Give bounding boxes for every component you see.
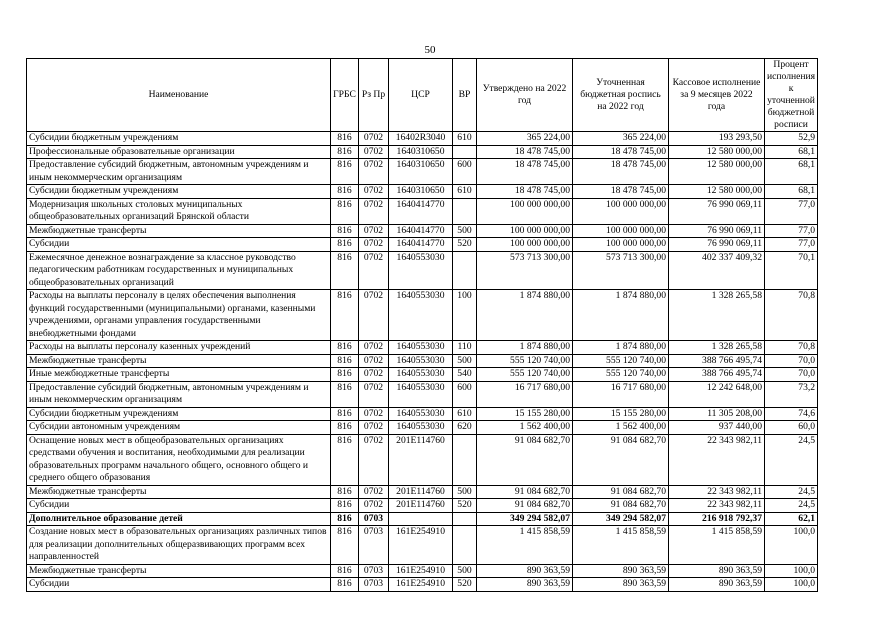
cell-rzpr: 0702	[359, 145, 389, 159]
cell-name: Модернизация школьных столовых муниципальных общеобразовательных организаций Брянской области	[27, 198, 331, 224]
cell-grbs: 816	[331, 499, 359, 513]
cell-name: Субсидии бюджетным учреждениям	[27, 132, 331, 146]
cell-approved: 18 478 745,00	[477, 159, 573, 185]
table-row	[27, 251, 818, 290]
cell-cash: 937 440,00	[669, 421, 765, 435]
cell-csr: 1640310650	[389, 159, 453, 185]
cell-csr: 16402R3040	[389, 132, 453, 146]
table-row	[27, 198, 818, 224]
cell-grbs: 816	[331, 578, 359, 592]
cell-rzpr: 0702	[359, 185, 389, 199]
cell-csr: 1640553030	[389, 368, 453, 382]
cell-percent: 77,0	[765, 238, 818, 252]
cell-name: Межбюджетные трансферты	[27, 485, 331, 499]
cell-csr: 1640553030	[389, 290, 453, 341]
cell-vr	[453, 198, 477, 224]
table-row	[27, 434, 818, 485]
cell-percent: 68,1	[765, 159, 818, 185]
cell-percent: 70,1	[765, 251, 818, 290]
cell-csr: 1640553030	[389, 251, 453, 290]
cell-name: Субсидии	[27, 499, 331, 513]
table-row	[27, 159, 818, 185]
cell-grbs: 816	[331, 185, 359, 199]
cell-rzpr: 0702	[359, 421, 389, 435]
cell-vr: 520	[453, 238, 477, 252]
cell-name: Расходы на выплаты персоналу в целях обеспечения выполнения функций государственными (муниципальными) органами, казенными учреждениями, органами управления государственными внебюджетными фондами	[27, 290, 331, 341]
cell-name: Межбюджетные трансферты	[27, 354, 331, 368]
cell-cash: 216 918 792,37	[669, 512, 765, 526]
cell-approved: 365 224,00	[477, 132, 573, 146]
cell-refined: 1 874 880,00	[573, 341, 669, 355]
cell-name: Расходы на выплаты персоналу казенных учреждений	[27, 341, 331, 355]
cell-refined: 100 000 000,00	[573, 224, 669, 238]
cell-approved: 15 155 280,00	[477, 407, 573, 421]
cell-approved: 1 562 400,00	[477, 421, 573, 435]
cell-vr	[453, 512, 477, 526]
cell-vr: 600	[453, 381, 477, 407]
cell-grbs: 816	[331, 512, 359, 526]
col-header-rzpr: Рз Пр	[359, 59, 389, 132]
cell-refined: 890 363,59	[573, 578, 669, 592]
cell-rzpr: 0702	[359, 159, 389, 185]
cell-cash: 1 415 858,59	[669, 526, 765, 565]
cell-csr: 1640553030	[389, 354, 453, 368]
cell-percent: 100,0	[765, 564, 818, 578]
cell-vr: 500	[453, 224, 477, 238]
cell-refined: 18 478 745,00	[573, 159, 669, 185]
cell-grbs: 816	[331, 368, 359, 382]
cell-cash: 12 580 000,00	[669, 185, 765, 199]
cell-percent: 24,5	[765, 499, 818, 513]
cell-cash: 11 305 208,00	[669, 407, 765, 421]
cell-grbs: 816	[331, 145, 359, 159]
cell-approved: 890 363,59	[477, 578, 573, 592]
cell-refined: 100 000 000,00	[573, 198, 669, 224]
cell-approved: 555 120 740,00	[477, 368, 573, 382]
cell-csr: 1640553030	[389, 407, 453, 421]
table-body	[27, 132, 818, 592]
cell-percent: 68,1	[765, 185, 818, 199]
cell-approved: 1 874 880,00	[477, 290, 573, 341]
cell-grbs: 816	[331, 354, 359, 368]
cell-name: Предоставление субсидий бюджетным, автономным учреждениям и иным некоммерческим организациям	[27, 159, 331, 185]
cell-cash: 22 343 982,11	[669, 485, 765, 499]
cell-grbs: 816	[331, 564, 359, 578]
cell-vr: 110	[453, 341, 477, 355]
table-row	[27, 485, 818, 499]
cell-rzpr: 0702	[359, 251, 389, 290]
cell-name: Оснащение новых мест в общеобразовательных организациях средствами обучения и воспитания, необходимыми для реализации образовательных программ начального общего, основного общего и среднего общего образования	[27, 434, 331, 485]
cell-approved: 1 415 858,59	[477, 526, 573, 565]
cell-percent: 73,2	[765, 381, 818, 407]
cell-csr: 1640553030	[389, 381, 453, 407]
table-row	[27, 185, 818, 199]
cell-approved: 16 717 680,00	[477, 381, 573, 407]
cell-approved: 91 084 682,70	[477, 499, 573, 513]
cell-approved: 18 478 745,00	[477, 145, 573, 159]
table-row	[27, 290, 818, 341]
cell-percent: 74,6	[765, 407, 818, 421]
table-row	[27, 381, 818, 407]
cell-rzpr: 0702	[359, 381, 389, 407]
table-row	[27, 368, 818, 382]
cell-grbs: 816	[331, 132, 359, 146]
cell-vr: 500	[453, 354, 477, 368]
cell-percent: 24,5	[765, 434, 818, 485]
cell-name: Ежемесячное денежное вознаграждение за классное руководство педагогическим работникам государственных и муниципальных общеобразовательных организаций	[27, 251, 331, 290]
cell-cash: 1 328 265,58	[669, 290, 765, 341]
col-header-approved: Утверждено на 2022 год	[477, 59, 573, 132]
cell-percent: 100,0	[765, 578, 818, 592]
table-row	[27, 564, 818, 578]
table-row	[27, 421, 818, 435]
cell-rzpr: 0702	[359, 290, 389, 341]
table-row	[27, 354, 818, 368]
cell-approved: 349 294 582,07	[477, 512, 573, 526]
cell-percent: 60,0	[765, 421, 818, 435]
cell-vr: 610	[453, 185, 477, 199]
cell-cash: 76 990 069,11	[669, 198, 765, 224]
cell-refined: 1 874 880,00	[573, 290, 669, 341]
cell-name: Профессиональные образовательные организации	[27, 145, 331, 159]
cell-csr: 1640553030	[389, 421, 453, 435]
cell-name: Предоставление субсидий бюджетным, автономным учреждениям и иным некоммерческим организациям	[27, 381, 331, 407]
budget-table	[26, 58, 818, 592]
cell-refined: 890 363,59	[573, 564, 669, 578]
col-header-vr: ВР	[453, 59, 477, 132]
cell-refined: 18 478 745,00	[573, 185, 669, 199]
cell-rzpr: 0702	[359, 354, 389, 368]
cell-csr: 1640310650	[389, 185, 453, 199]
cell-rzpr: 0702	[359, 434, 389, 485]
cell-refined: 91 084 682,70	[573, 434, 669, 485]
cell-grbs: 816	[331, 407, 359, 421]
cell-rzpr: 0702	[359, 238, 389, 252]
cell-percent: 70,0	[765, 354, 818, 368]
page-number: 50	[424, 44, 436, 56]
header-row	[27, 59, 818, 132]
cell-cash: 12 580 000,00	[669, 145, 765, 159]
cell-refined: 555 120 740,00	[573, 368, 669, 382]
col-header-csr: ЦСР	[389, 59, 453, 132]
cell-cash: 890 363,59	[669, 564, 765, 578]
cell-grbs: 816	[331, 526, 359, 565]
col-header-name: Наименование	[27, 59, 331, 132]
cell-approved: 18 478 745,00	[477, 185, 573, 199]
table-row	[27, 526, 818, 565]
cell-name: Субсидии бюджетным учреждениям	[27, 407, 331, 421]
cell-rzpr: 0703	[359, 526, 389, 565]
cell-vr	[453, 145, 477, 159]
cell-cash: 388 766 495,74	[669, 368, 765, 382]
cell-rzpr: 0702	[359, 224, 389, 238]
cell-refined: 15 155 280,00	[573, 407, 669, 421]
cell-grbs: 816	[331, 381, 359, 407]
cell-grbs: 816	[331, 290, 359, 341]
cell-grbs: 816	[331, 238, 359, 252]
cell-refined: 18 478 745,00	[573, 145, 669, 159]
cell-grbs: 816	[331, 485, 359, 499]
table-row	[27, 132, 818, 146]
table-row	[27, 145, 818, 159]
cell-refined: 573 713 300,00	[573, 251, 669, 290]
cell-cash: 193 293,50	[669, 132, 765, 146]
cell-cash: 890 363,59	[669, 578, 765, 592]
cell-refined: 1 562 400,00	[573, 421, 669, 435]
table-row	[27, 341, 818, 355]
cell-rzpr: 0702	[359, 132, 389, 146]
cell-percent: 100,0	[765, 526, 818, 565]
cell-cash: 12 580 000,00	[669, 159, 765, 185]
col-header-percent: Процент исполнения к уточненной бюджетной росписи	[765, 59, 818, 132]
cell-rzpr: 0703	[359, 512, 389, 526]
cell-refined: 91 084 682,70	[573, 485, 669, 499]
cell-name: Субсидии бюджетным учреждениям	[27, 185, 331, 199]
cell-rzpr: 0702	[359, 485, 389, 499]
cell-csr: 1640414770	[389, 224, 453, 238]
cell-name: Межбюджетные трансферты	[27, 564, 331, 578]
table-row	[27, 499, 818, 513]
table-row	[27, 238, 818, 252]
cell-grbs: 816	[331, 421, 359, 435]
col-header-cash: Кассовое исполнение за 9 месяцев 2022 года	[669, 59, 765, 132]
cell-vr: 610	[453, 407, 477, 421]
cell-name: Субсидии автономным учреждениям	[27, 421, 331, 435]
cell-cash: 76 990 069,11	[669, 238, 765, 252]
cell-rzpr: 0702	[359, 499, 389, 513]
cell-vr: 500	[453, 564, 477, 578]
col-header-refined: Уточненная бюджетная роспись на 2022 год	[573, 59, 669, 132]
col-header-grbs: ГРБС	[331, 59, 359, 132]
cell-rzpr: 0702	[359, 368, 389, 382]
cell-csr: 1640414770	[389, 238, 453, 252]
cell-rzpr: 0702	[359, 407, 389, 421]
cell-refined: 365 224,00	[573, 132, 669, 146]
cell-csr: 201E114760	[389, 434, 453, 485]
cell-approved: 573 713 300,00	[477, 251, 573, 290]
cell-rzpr: 0702	[359, 198, 389, 224]
table-row	[27, 578, 818, 592]
cell-percent: 70,8	[765, 290, 818, 341]
cell-approved: 91 084 682,70	[477, 434, 573, 485]
cell-approved: 555 120 740,00	[477, 354, 573, 368]
cell-percent: 68,1	[765, 145, 818, 159]
cell-percent: 52,9	[765, 132, 818, 146]
cell-vr: 520	[453, 499, 477, 513]
cell-csr: 201E114760	[389, 499, 453, 513]
cell-percent: 77,0	[765, 224, 818, 238]
cell-cash: 388 766 495,74	[669, 354, 765, 368]
cell-percent: 62,1	[765, 512, 818, 526]
cell-vr	[453, 251, 477, 290]
cell-vr	[453, 434, 477, 485]
cell-vr: 520	[453, 578, 477, 592]
cell-vr	[453, 526, 477, 565]
cell-csr: 161E254910	[389, 564, 453, 578]
cell-cash: 22 343 982,11	[669, 499, 765, 513]
cell-grbs: 816	[331, 341, 359, 355]
cell-name: Межбюджетные трансферты	[27, 224, 331, 238]
cell-approved: 100 000 000,00	[477, 224, 573, 238]
cell-csr	[389, 512, 453, 526]
cell-refined: 555 120 740,00	[573, 354, 669, 368]
cell-vr: 500	[453, 485, 477, 499]
cell-vr: 620	[453, 421, 477, 435]
cell-cash: 76 990 069,11	[669, 224, 765, 238]
cell-cash: 12 242 648,00	[669, 381, 765, 407]
cell-refined: 91 084 682,70	[573, 499, 669, 513]
cell-approved: 91 084 682,70	[477, 485, 573, 499]
cell-rzpr: 0703	[359, 578, 389, 592]
cell-grbs: 816	[331, 198, 359, 224]
table-row	[27, 407, 818, 421]
cell-vr: 600	[453, 159, 477, 185]
cell-cash: 1 328 265,58	[669, 341, 765, 355]
cell-vr: 610	[453, 132, 477, 146]
table-row	[27, 512, 818, 526]
cell-percent: 24,5	[765, 485, 818, 499]
cell-name: Создание новых мест в образовательных организациях различных типов для реализации дополнительных общеразвивающих программ всех направленностей	[27, 526, 331, 565]
cell-cash: 22 343 982,11	[669, 434, 765, 485]
cell-name: Дополнительное образование детей	[27, 512, 331, 526]
cell-csr: 161E254910	[389, 526, 453, 565]
cell-csr: 161E254910	[389, 578, 453, 592]
cell-refined: 349 294 582,07	[573, 512, 669, 526]
cell-name: Субсидии	[27, 578, 331, 592]
cell-grbs: 816	[331, 224, 359, 238]
cell-name: Иные межбюджетные трансферты	[27, 368, 331, 382]
cell-name: Субсидии	[27, 238, 331, 252]
cell-approved: 1 874 880,00	[477, 341, 573, 355]
cell-vr: 540	[453, 368, 477, 382]
cell-percent: 77,0	[765, 198, 818, 224]
cell-refined: 100 000 000,00	[573, 238, 669, 252]
cell-vr: 100	[453, 290, 477, 341]
cell-rzpr: 0703	[359, 564, 389, 578]
cell-approved: 100 000 000,00	[477, 238, 573, 252]
cell-approved: 100 000 000,00	[477, 198, 573, 224]
cell-cash: 402 337 409,32	[669, 251, 765, 290]
cell-refined: 1 415 858,59	[573, 526, 669, 565]
cell-csr: 1640414770	[389, 198, 453, 224]
cell-percent: 70,8	[765, 341, 818, 355]
cell-csr: 1640553030	[389, 341, 453, 355]
cell-refined: 16 717 680,00	[573, 381, 669, 407]
cell-rzpr: 0702	[359, 341, 389, 355]
cell-approved: 890 363,59	[477, 564, 573, 578]
cell-grbs: 816	[331, 251, 359, 290]
cell-grbs: 816	[331, 159, 359, 185]
cell-grbs: 816	[331, 434, 359, 485]
cell-csr: 1640310650	[389, 145, 453, 159]
cell-percent: 70,0	[765, 368, 818, 382]
cell-csr: 201E114760	[389, 485, 453, 499]
table-row	[27, 224, 818, 238]
